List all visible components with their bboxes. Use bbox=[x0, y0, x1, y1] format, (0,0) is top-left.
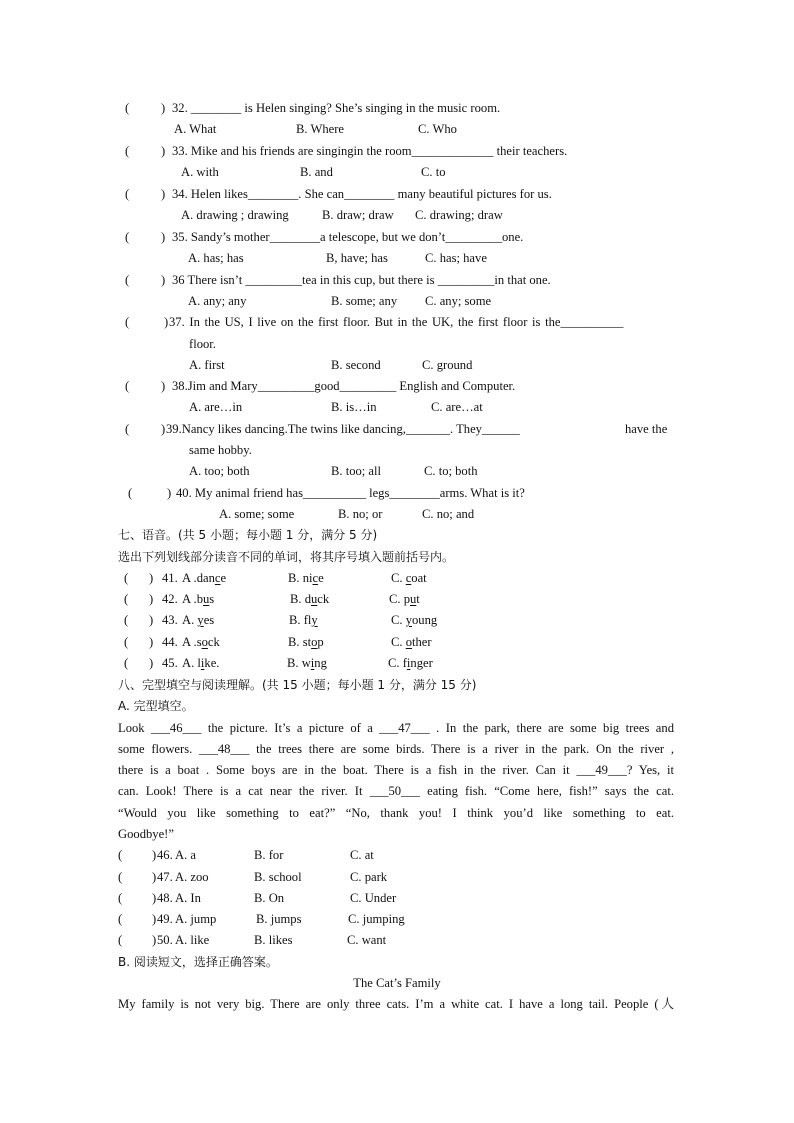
q37-paren-close[interactable]: ) bbox=[164, 315, 169, 329]
q42-c-underlined: u bbox=[410, 592, 417, 606]
q41-option-c bbox=[391, 570, 427, 586]
q41-b-post: e bbox=[318, 571, 324, 585]
q44-option-b bbox=[288, 634, 324, 650]
q45-a-post: ke. bbox=[204, 656, 220, 670]
q50-option-b: B. likes bbox=[254, 933, 293, 947]
q41-b-pre: B. ni bbox=[288, 571, 313, 585]
q35-blank-2[interactable]: _________ bbox=[445, 230, 502, 244]
q32-paren-open: ( bbox=[125, 101, 130, 115]
q34-blank-2[interactable]: ________ bbox=[344, 187, 395, 201]
q35-stem bbox=[172, 229, 523, 245]
q42-a-post: s bbox=[209, 592, 215, 606]
q50-option-c: C. want bbox=[347, 933, 387, 947]
q42-b-pre: B. d bbox=[290, 592, 311, 606]
q33-option-c: C. to bbox=[421, 165, 446, 179]
q32-blank[interactable]: ________ bbox=[190, 101, 242, 115]
q38-paren-open: ( bbox=[125, 379, 130, 393]
q32-text: is Helen singing? She’s singing in the music room. bbox=[241, 101, 501, 115]
q35-mid: a telescope, but we don’t bbox=[319, 230, 446, 244]
q47-paren-open: ( bbox=[118, 870, 123, 884]
q42-number: 42. bbox=[162, 592, 178, 606]
q37-blank[interactable]: __________ bbox=[560, 315, 624, 329]
q45-b-underlined: i bbox=[310, 656, 315, 670]
q41-c-underlined: c bbox=[405, 571, 412, 585]
q33-number: 33. bbox=[172, 144, 188, 158]
q43-paren-close[interactable]: ) bbox=[149, 613, 154, 627]
q40-paren-open: ( bbox=[128, 486, 133, 500]
passage-line: “Would you like something to eat?” “No, thank you! I think you’d like something to eat. bbox=[118, 806, 674, 820]
q36-blank-1[interactable]: _________ bbox=[245, 273, 303, 287]
part-a-heading: A. 完型填空。 bbox=[118, 699, 194, 713]
passage-line: can. Look! There is a cat near the river. It ___50___ eating fish. “Come here, fish!” says the cat. bbox=[118, 784, 674, 798]
q45-a-underlined: i bbox=[200, 656, 205, 670]
q36-option-a: A. any; any bbox=[188, 294, 247, 308]
q32-option-a: A. What bbox=[174, 122, 217, 136]
q50-number: 50. bbox=[157, 933, 173, 947]
q34-option-a: A. drawing ; drawing bbox=[181, 208, 289, 222]
q43-c-pre: C. bbox=[391, 613, 406, 627]
q43-a-underlined: y bbox=[197, 613, 204, 627]
q44-b-underlined: o bbox=[311, 635, 318, 649]
q34-post: many beautiful pictures for us. bbox=[394, 187, 552, 201]
q33-pre: Mike and his friends are singingin the room bbox=[187, 144, 412, 158]
q39-continuation: same hobby. bbox=[189, 443, 252, 457]
q47-option-b: B. school bbox=[254, 870, 302, 884]
q37-continuation: floor. bbox=[189, 337, 216, 351]
q45-a-pre: A. l bbox=[182, 656, 201, 670]
q46-number: 46. bbox=[157, 848, 173, 862]
q46-option-a: A. a bbox=[175, 848, 196, 862]
q40-mid: legs bbox=[365, 486, 390, 500]
q41-a-underlined: c bbox=[214, 571, 221, 585]
q37-number: 37. bbox=[169, 315, 185, 329]
q36-pre: There isn’t bbox=[184, 273, 246, 287]
q36-post: in that one. bbox=[494, 273, 551, 287]
q41-a-post: e bbox=[220, 571, 227, 585]
q32-paren-close[interactable]: ) bbox=[161, 101, 166, 115]
q48-paren-open: ( bbox=[118, 891, 123, 905]
q41-b-underlined: c bbox=[312, 571, 319, 585]
q46-option-c: C. at bbox=[350, 848, 374, 862]
q47-option-c: C. park bbox=[350, 870, 388, 884]
q44-option-c bbox=[391, 634, 432, 650]
q33-post: their teachers. bbox=[493, 144, 568, 158]
q36-blank-2[interactable]: _________ bbox=[437, 273, 495, 287]
q40-pre: My animal friend has bbox=[191, 486, 303, 500]
section8-heading: 八、完型填空与阅读理解。(共 15 小题；每小题 1 分，满分 15 分) bbox=[118, 678, 477, 692]
q37-stem bbox=[169, 314, 623, 330]
q35-option-a: A. has; has bbox=[188, 251, 244, 265]
q39-paren-open: ( bbox=[125, 422, 130, 436]
q40-paren-close[interactable]: ) bbox=[167, 486, 172, 500]
q43-option-b bbox=[289, 612, 318, 628]
q36-option-b: B. some; any bbox=[331, 294, 398, 308]
q47-option-a: A. zoo bbox=[175, 870, 209, 884]
passage-line: there is a boat . Some boys are in the boat. There is a fish in the river. Can it ___49___? Yes, it bbox=[118, 763, 674, 777]
q40-number: 40. bbox=[176, 486, 192, 500]
q50-paren-close[interactable]: ) bbox=[152, 933, 157, 947]
q48-option-a: A. In bbox=[175, 891, 201, 905]
q36-number: 36 bbox=[172, 273, 185, 287]
q50-option-a: A. like bbox=[175, 933, 210, 947]
q46-option-b: B. for bbox=[254, 848, 284, 862]
q42-paren-close[interactable]: ) bbox=[149, 592, 154, 606]
q45-option-a bbox=[182, 655, 219, 671]
q35-post: one. bbox=[501, 230, 524, 244]
q48-option-c: C. Under bbox=[350, 891, 397, 905]
q34-paren-close[interactable]: ) bbox=[161, 187, 166, 201]
q42-b-underlined: u bbox=[311, 592, 318, 606]
section7-heading: 七、语音。(共 5 小题；每小题 1 分，满分 5 分) bbox=[118, 528, 378, 542]
q44-c-underlined: o bbox=[405, 635, 412, 649]
q45-b-pre: B. w bbox=[287, 656, 311, 670]
q32-option-c: C. Who bbox=[418, 122, 457, 136]
q49-option-c: C. jumping bbox=[348, 912, 405, 926]
q40-option-c: C. no; and bbox=[422, 507, 475, 521]
q38-paren-close[interactable]: ) bbox=[161, 379, 166, 393]
q34-number: 34. bbox=[172, 187, 188, 201]
q35-option-c: C. has; have bbox=[425, 251, 487, 265]
q47-paren-close[interactable]: ) bbox=[152, 870, 157, 884]
q36-option-c: C. any; some bbox=[425, 294, 492, 308]
q42-a-underlined: u bbox=[203, 592, 210, 606]
q40-blank-2[interactable]: ________ bbox=[389, 486, 440, 500]
q38-option-a: A. are…in bbox=[189, 400, 243, 414]
q43-number: 43. bbox=[162, 613, 178, 627]
q44-paren-open: ( bbox=[124, 635, 129, 649]
q33-blank[interactable]: _____________ bbox=[411, 144, 494, 158]
q45-c-pre: C. f bbox=[388, 656, 407, 670]
q38-post: English and Computer. bbox=[396, 379, 516, 393]
q41-a-pre: A .dan bbox=[182, 571, 215, 585]
q39-mid: . They bbox=[450, 422, 482, 436]
story-title: The Cat’s Family bbox=[353, 976, 441, 990]
q50-paren-open: ( bbox=[118, 933, 123, 947]
q39-post: have the bbox=[625, 422, 668, 436]
q40-option-b: B. no; or bbox=[338, 507, 383, 521]
q39-paren-close[interactable]: ) bbox=[161, 422, 166, 436]
q35-blank-1[interactable]: ________ bbox=[269, 230, 320, 244]
q44-option-a bbox=[182, 634, 220, 650]
q44-a-pre: A .s bbox=[182, 635, 202, 649]
q40-blank-1[interactable]: __________ bbox=[302, 486, 366, 500]
q43-b-underlined: y bbox=[311, 613, 318, 627]
q38-blank-2[interactable]: _________ bbox=[339, 379, 397, 393]
q42-option-a bbox=[182, 591, 214, 607]
q45-b-post: ng bbox=[314, 656, 327, 670]
q43-c-post: oung bbox=[412, 613, 438, 627]
q44-c-post: ther bbox=[412, 635, 432, 649]
q37-option-c: C. ground bbox=[422, 358, 473, 372]
q35-number: 35. bbox=[172, 230, 188, 244]
q36-paren-open: ( bbox=[125, 273, 130, 287]
q34-stem bbox=[172, 186, 552, 202]
q39-text: Nancy likes dancing.The twins like dancing, bbox=[181, 422, 406, 436]
q38-mid: good bbox=[314, 379, 340, 393]
q34-paren-open: ( bbox=[125, 187, 130, 201]
q41-paren-open: ( bbox=[124, 571, 129, 585]
q40-stem bbox=[176, 485, 525, 501]
q43-option-c bbox=[391, 612, 437, 628]
q36-paren-close[interactable]: ) bbox=[161, 273, 166, 287]
q41-c-post: oat bbox=[411, 571, 427, 585]
q35-pre: Sandy’s mother bbox=[187, 230, 270, 244]
q41-option-a bbox=[182, 570, 226, 586]
q45-paren-close[interactable]: ) bbox=[149, 656, 154, 670]
q37-option-b: B. second bbox=[331, 358, 381, 372]
q38-number: 38. bbox=[172, 379, 188, 393]
q45-paren-open: ( bbox=[124, 656, 129, 670]
q33-stem bbox=[172, 143, 567, 159]
passage-line: Goodbye!” bbox=[118, 827, 174, 841]
q39-option-b: B. too; all bbox=[331, 464, 382, 478]
q44-c-pre: C. bbox=[391, 635, 406, 649]
q36-stem bbox=[172, 272, 551, 288]
q44-b-pre: B. st bbox=[288, 635, 312, 649]
q42-a-pre: A .b bbox=[182, 592, 203, 606]
q44-number: 44. bbox=[162, 635, 178, 649]
q42-c-post: t bbox=[416, 592, 420, 606]
q42-c-pre: C. p bbox=[389, 592, 410, 606]
q49-paren-close[interactable]: ) bbox=[152, 912, 157, 926]
q35-paren-close[interactable]: ) bbox=[161, 230, 166, 244]
q32-stem bbox=[172, 100, 500, 116]
part-b-heading: B. 阅读短文，选择正确答案。 bbox=[118, 955, 278, 969]
q43-b-pre: B. fl bbox=[289, 613, 312, 627]
q48-paren-close[interactable]: ) bbox=[152, 891, 157, 905]
q46-paren-close[interactable]: ) bbox=[152, 848, 157, 862]
q38-option-b: B. is…in bbox=[331, 400, 377, 414]
q33-option-a: A. with bbox=[181, 165, 219, 179]
q45-option-c bbox=[388, 655, 433, 671]
q34-option-c: C. drawing; draw bbox=[415, 208, 503, 222]
q43-a-pre: A. bbox=[182, 613, 198, 627]
q40-post: arms. What is it? bbox=[439, 486, 525, 500]
q42-option-b bbox=[290, 591, 329, 607]
q32-option-b: B. Where bbox=[296, 122, 345, 136]
q43-a-post: es bbox=[203, 613, 215, 627]
passage-line: Look ___46___ the picture. It’s a picture of a ___47___ . In the park, there are some big trees and bbox=[118, 721, 674, 735]
q49-number: 49. bbox=[157, 912, 173, 926]
q41-number: 41. bbox=[162, 571, 178, 585]
q48-number: 48. bbox=[157, 891, 173, 905]
q34-mid: . She can bbox=[298, 187, 345, 201]
q35-paren-open: ( bbox=[125, 230, 130, 244]
q39-number: 39. bbox=[166, 422, 182, 436]
q37-option-a: A. first bbox=[189, 358, 225, 372]
q39-option-a: A. too; both bbox=[189, 464, 250, 478]
q44-paren-close[interactable]: ) bbox=[149, 635, 154, 649]
q38-option-c: C. are…at bbox=[431, 400, 483, 414]
q46-paren-open: ( bbox=[118, 848, 123, 862]
q41-option-b bbox=[288, 570, 324, 586]
q33-option-b: B. and bbox=[300, 165, 333, 179]
q45-c-underlined: i bbox=[406, 656, 411, 670]
q45-c-post: nger bbox=[410, 656, 433, 670]
q38-stem bbox=[172, 378, 515, 394]
q44-b-post: p bbox=[317, 635, 324, 649]
q43-option-a bbox=[182, 612, 214, 628]
q43-c-underlined: y bbox=[405, 613, 412, 627]
q37-paren-open: ( bbox=[125, 315, 130, 329]
q45-option-b bbox=[287, 655, 327, 671]
q35-option-b: B, have; has bbox=[326, 251, 388, 265]
q37-text: In the US, I live on the first floor. But in the UK, the first floor is the bbox=[184, 315, 561, 329]
section7-instruction: 选出下列划线部分读音不同的单词，将其序号填入题前括号内。 bbox=[118, 550, 455, 564]
q43-paren-open: ( bbox=[124, 613, 129, 627]
story-line: My family is not very big. There are only three cats. I’m a white cat. I have a long tail. People (人 bbox=[118, 997, 674, 1011]
q42-paren-open: ( bbox=[124, 592, 129, 606]
q41-c-pre: C. bbox=[391, 571, 406, 585]
q39-stem bbox=[166, 421, 520, 437]
passage-line: some flowers. ___48___ the trees there are some birds. There is a river in the park. On the river , bbox=[118, 742, 674, 756]
q33-paren-close[interactable]: ) bbox=[161, 144, 166, 158]
q38-blank-1[interactable]: _________ bbox=[257, 379, 315, 393]
q32-number: 32. bbox=[172, 101, 188, 115]
q41-paren-close[interactable]: ) bbox=[149, 571, 154, 585]
q42-option-c bbox=[389, 591, 420, 607]
q49-option-a: A. jump bbox=[175, 912, 217, 926]
q40-option-a: A. some; some bbox=[219, 507, 295, 521]
q49-option-b: B. jumps bbox=[256, 912, 302, 926]
q34-pre: Helen likes bbox=[187, 187, 248, 201]
q34-option-b: B. draw; draw bbox=[322, 208, 394, 222]
q39-blank-2[interactable]: ______ bbox=[481, 422, 520, 436]
q36-mid: tea in this cup, but there is bbox=[302, 273, 438, 287]
q42-b-post: ck bbox=[317, 592, 330, 606]
q48-option-b: B. On bbox=[254, 891, 285, 905]
q39-blank-1[interactable]: _______ bbox=[405, 422, 451, 436]
q39-option-c: C. to; both bbox=[424, 464, 478, 478]
q44-a-post: ck bbox=[207, 635, 220, 649]
q47-number: 47. bbox=[157, 870, 173, 884]
q33-paren-open: ( bbox=[125, 144, 130, 158]
q38-pre: Jim and Mary bbox=[187, 379, 258, 393]
q45-number: 45. bbox=[162, 656, 178, 670]
q34-blank-1[interactable]: ________ bbox=[247, 187, 299, 201]
q44-a-underlined: o bbox=[201, 635, 208, 649]
q49-paren-open: ( bbox=[118, 912, 123, 926]
